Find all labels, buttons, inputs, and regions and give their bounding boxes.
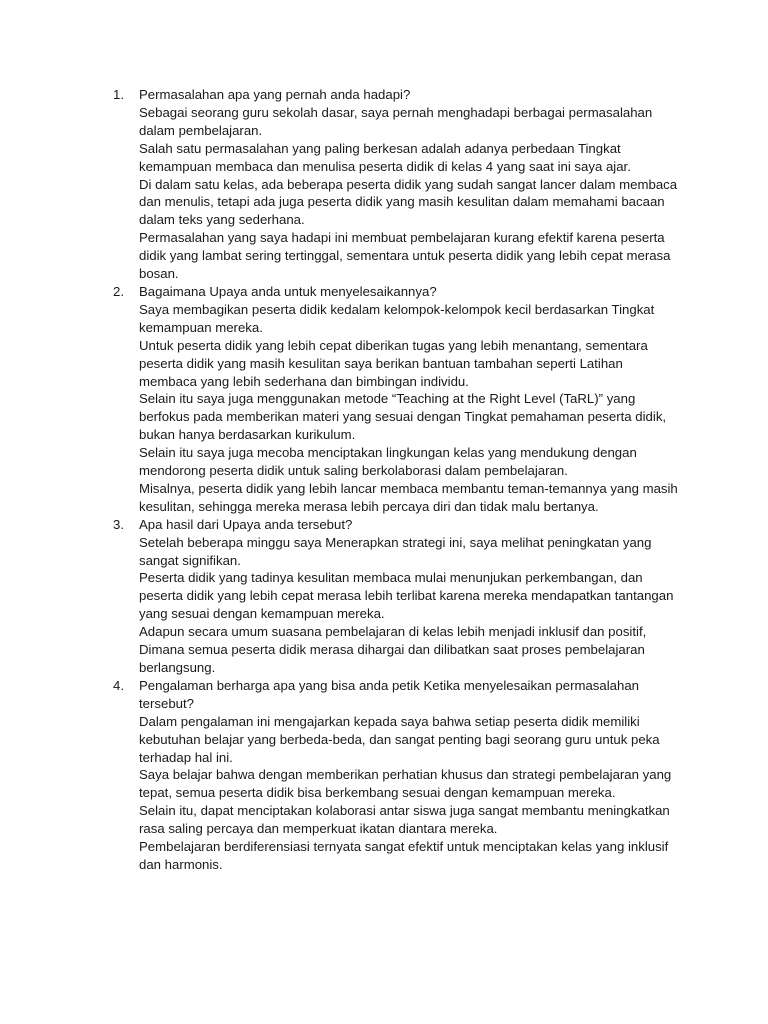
question-text: Pengalaman berharga apa yang bisa anda petik Ketika menyelesaikan permasalahan tersebut?: [139, 677, 639, 711]
list-item-3: [113, 516, 683, 677]
answer-paragraph: Saya belajar bahwa dengan memberikan perhatian khusus dan strategi pembelajaran yang tepat, semua peserta didik bisa berkembang sesuai dengan kemampuan mereka.: [139, 767, 672, 801]
item-number: 3.: [113, 516, 124, 532]
answer-paragraph: Sebagai seorang guru sekolah dasar, saya pernah menghadapi berbagai permasalahan dalam pembelajaran.: [139, 104, 653, 138]
answer-paragraph: Selain itu, dapat menciptakan kolaborasi antar siswa juga sangat membantu meningkatkan rasa saling percaya dan memperkuat ikatan diantara mereka.: [139, 803, 670, 837]
answer-paragraph: Peserta didik yang tadinya kesulitan membaca mulai menunjukan perkembangan, dan peserta didik yang lebih cepat merasa lebih terlibat karena mereka mendapatkan tantangan yang sesuai dengan kemampuan mereka.: [139, 570, 674, 622]
answer-paragraph: Di dalam satu kelas, ada beberapa peserta didik yang sudah sangat lancer dalam membaca dan menulis, tetapi ada juga peserta didik yang masih kesulitan dalam memahami bacaan dalam teks yang sederhana.: [139, 176, 678, 228]
list-item-4: [113, 677, 683, 874]
list-item-2: [113, 283, 683, 516]
answer-paragraph: Pembelajaran berdiferensiasi ternyata sangat efektif untuk menciptakan kelas yang inklusif dan harmonis.: [139, 839, 669, 872]
answer-paragraph: Saya membagikan peserta didik kedalam kelompok-kelompok kecil berdasarkan Tingkat kemampuan mereka.: [139, 301, 655, 335]
answer-paragraph: Misalnya, peserta didik yang lebih lancar membaca membantu teman-temannya yang masih kesulitan, sehingga mereka merasa lebih percaya diri dan tidak malu bertanya.: [139, 480, 678, 514]
question-text: Permasalahan apa yang pernah anda hadapi?: [139, 87, 411, 102]
item-body: [139, 283, 683, 516]
answer-paragraph: Dalam pengalaman ini mengajarkan kepada saya bahwa setiap peserta didik memiliki kebutuhan belajar yang berbeda-beda, dan sangat penting bagi seorang guru untuk peka terhadap hal ini.: [139, 713, 660, 765]
item-body: [139, 677, 683, 874]
item-number: 2.: [113, 283, 124, 299]
question-list: [113, 86, 683, 874]
answer-paragraph: Untuk peserta didik yang lebih cepat diberikan tugas yang lebih menantang, sementara peserta didik yang masih kesulitan saya berikan bantuan tambahan seperti Latihan membaca yang lebih sederhana dan bimbingan individu.: [139, 337, 648, 389]
item-body: [139, 516, 683, 677]
answer-paragraph: Setelah beberapa minggu saya Menerapkan strategi ini, saya melihat peningkatan yang sangat signifikan.: [139, 534, 652, 568]
answer-paragraph: Salah satu permasalahan yang paling berkesan adalah adanya perbedaan Tingkat kemampuan membaca dan menulisa peserta didik di kelas 4 yang saat ini saya ajar.: [139, 140, 631, 174]
question-text: Apa hasil dari Upaya anda tersebut?: [139, 516, 353, 532]
item-number: 4.: [113, 677, 124, 693]
answer-paragraph: Selain itu saya juga mecoba menciptakan lingkungan kelas yang mendukung dengan mendorong peserta didik untuk saling berkolaborasi dalam pembelajaran.: [139, 445, 637, 479]
answer-paragraph: Adapun secara umum suasana pembelajaran di kelas lebih menjadi inklusif dan positif, Dimana semua peserta didik merasa dihargai dan dilibatkan saat proses pembelajaran berlangsung.: [139, 624, 647, 675]
question-text: Bagaimana Upaya anda untuk menyelesaikannya?: [139, 283, 437, 299]
answer-paragraph: Permasalahan yang saya hadapi ini membuat pembelajaran kurang efektif karena peserta didik yang lambat sering tertinggal, sementara untuk peserta didik yang lebih cepat merasa bosan.: [139, 230, 671, 282]
item-number: 1.: [113, 87, 124, 102]
item-body: [139, 86, 683, 283]
list-item-1: [113, 86, 683, 283]
answer-paragraph: Selain itu saya juga menggunakan metode “Teaching at the Right Level (TaRL)” yang berfokus pada memberikan materi yang sesuai dengan Tingkat pemahaman peserta didik, bukan hanya berdasarkan kurikulum.: [139, 391, 667, 443]
